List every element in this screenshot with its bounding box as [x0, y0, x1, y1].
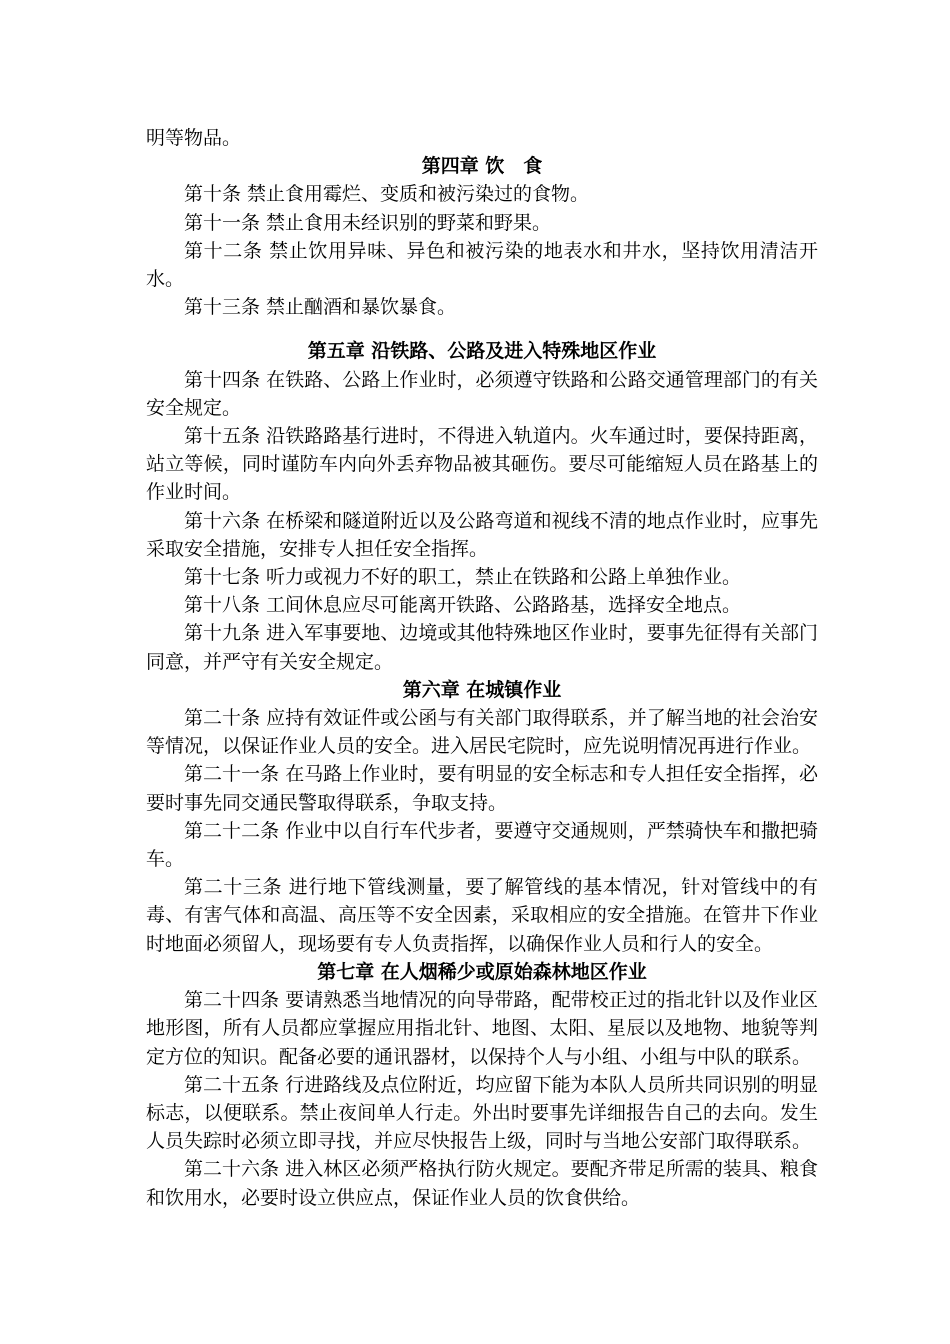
article-26: 第二十六条 进入林区必须严格执行防火规定。要配齐带足所需的装具、粮食和饮用水，必要时设立供应点，保证作业人员的饮食供给。 [146, 1158, 818, 1209]
article-21: 第二十一条 在马路上作业时，要有明显的安全标志和专人担任安全指挥，必要时事先同交通民警取得联系，争取支持。 [146, 763, 818, 814]
chapter-4-title: 第四章 饮 食 [421, 155, 543, 178]
article-20: 第二十条 应持有效证件或公函与有关部门取得联系，并了解当地的社会治安等情况，以保证作业人员的安全。进入居民宅院时，应先说明情况再进行作业。 [146, 707, 818, 758]
article-13: 第十三条 禁止酗酒和暴饮暴食。 [184, 296, 457, 319]
article-25: 第二十五条 行进路线及点位附近，均应留下能为本队人员所共同识别的明显标志，以便联系。禁止夜间单人行走。外出时要事先详细报告自己的去向。发生人员失踪时必须立即寻找，并应尽快报告上级，同时与当地公安部门取得联系。 [146, 1073, 818, 1153]
article-16: 第十六条 在桥梁和隧道附近以及公路弯道和视线不清的地点作业时，应事先采取安全措施，安排专人担任安全指挥。 [146, 509, 818, 560]
article-10: 第十条 禁止食用霉烂、变质和被污染过的食物。 [184, 183, 590, 206]
article-22: 第二十二条 作业中以自行车代步者，要遵守交通规则，严禁骑快车和撒把骑车。 [146, 819, 818, 871]
chapter-5-title: 第五章 沿铁路、公路及进入特殊地区作业 [307, 340, 657, 363]
article-18: 第十八条 工间休息应尽可能离开铁路、公路路基，选择安全地点。 [184, 594, 742, 617]
article-24: 第二十四条 要请熟悉当地情况的向导带路，配带校正过的指北针以及作业区地形图，所有人员都应掌握应用指北针、地图、太阳、星辰以及地物、地貌等判定方位的知识。配备必要的通讯器材，以保持个人与小组、小组与中队的联系。 [146, 989, 818, 1068]
document-page [146, 124, 818, 1212]
article-23: 第二十三条 进行地下管线测量，要了解管线的基本情况，针对管线中的有毒、有害气体和高温、高压等不安全因素，采取相应的安全措施。在管井下作业时地面必须留人，现场要有专人负责指挥，以确保作业人员和行人的安全。 [146, 876, 818, 955]
article-15: 第十五条 沿铁路路基行进时，不得进入轨道内。火车通过时，要保持距离，站立等候，同时谨防车内向外丢弃物品被其砸伤。要尽可能缩短人员在路基上的作业时间。 [146, 425, 818, 504]
chapter-spacer [146, 321, 818, 337]
continuation-text: 明等物品。 [146, 127, 242, 149]
chapter-7-title: 第七章 在人烟稀少或原始森林地区作业 [317, 960, 647, 983]
article-11: 第十一条 禁止食用未经识别的野菜和野果。 [184, 211, 552, 234]
article-14: 第十四条 在铁路、公路上作业时，必须遵守铁路和公路交通管理部门的有关安全规定。 [146, 368, 818, 419]
article-17: 第十七条 听力或视力不好的职工，禁止在铁路和公路上单独作业。 [184, 566, 742, 589]
article-19: 第十九条 进入军事要地、边境或其他特殊地区作业时，要事先征得有关部门同意，并严守有关安全规定。 [146, 622, 818, 673]
chapter-6-title: 第六章 在城镇作业 [402, 678, 562, 701]
article-12: 第十二条 禁止饮用异味、异色和被污染的地表水和井水，坚持饮用清洁开水。 [146, 239, 818, 291]
